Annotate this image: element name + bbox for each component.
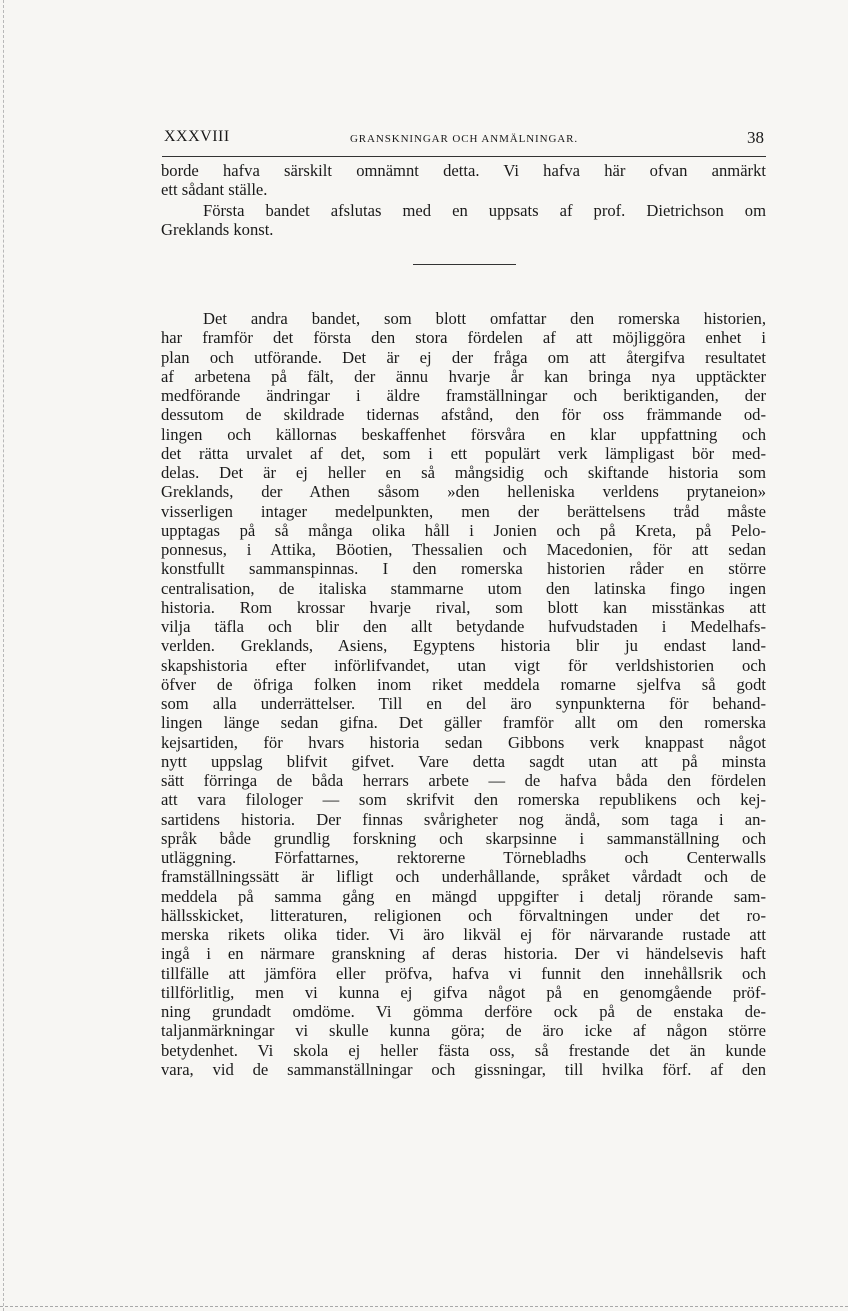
text-line: sartidens historia. Der finnas svårigheter nog ändå, som taga i an- <box>161 809 766 829</box>
text-line: historia. Rom krossar hvarje rival, som blott kan misstänkas att <box>161 597 766 617</box>
text-line: det rätta urvalet af det, som i ett populärt verk lämpligast bör med- <box>161 443 766 463</box>
text-line: borde hafva särskilt omnämnt detta. Vi hafva här ofvan anmärkt <box>161 161 766 180</box>
text-line: visserligen intager medelpunkten, men der berättelsens tråd måste <box>161 501 766 521</box>
text-line: merska rikets olika tider. Vi äro likväl ej för närvarande rustade att <box>161 925 766 944</box>
page-number: 38 <box>747 128 764 147</box>
text-line: kejsartiden, för hvars historia sedan Gibbons verk knappast något <box>161 732 766 752</box>
page-edge-left <box>3 0 4 1311</box>
text-line: plan och utförande. Det är ej der fråga om att återgifva resultatet <box>161 347 766 367</box>
text-line: skapshistoria efter införlifvandet, utan vigt för verldshistorien och <box>161 655 766 675</box>
paragraph-2 <box>161 201 766 240</box>
text-line: utläggning. Författarnes, rektorerne Törnebladhs och Centerwalls <box>161 848 766 867</box>
text-line: öfver de öfriga folken inom riket meddela romarne sjelfva så godt <box>161 674 766 694</box>
text-line: Det andra bandet, som blott omfattar den romerska historien, <box>203 309 766 328</box>
text-line: delas. Det är ej heller en så mångsidig och skiftande historia som <box>161 463 766 482</box>
text-line: ett sådant ställe. <box>161 180 268 200</box>
header-title: GRANSKNINGAR OCH ANMÄLNINGAR. <box>349 133 579 145</box>
text-line: meddela på samma gång en mängd uppgifter i detalj rörande sam- <box>161 886 766 906</box>
text-line: att vara filologer — som skrifvit den romerska republikens och kej- <box>161 790 766 810</box>
text-line: framställningssätt är lifligt och underhållande, språket vårdadt och de <box>161 867 766 887</box>
text-line: tillfälle att jämföra eller pröfva, hafva vi funnit den innehållsrik och <box>161 963 766 983</box>
text-line: af arbetena på fält, der ännu hvarje år kan bringa nya upptäckter <box>161 366 766 386</box>
text-line: hällsskicket, litteraturen, religionen och förvaltningen under det ro- <box>161 905 766 925</box>
text-line: lingen och källornas beskaffenhet försvåra en klar uppfattning och <box>161 424 766 444</box>
text-line: nytt uppslag blifvit gifvet. Vare detta sagdt utan att på minsta <box>161 751 766 771</box>
text-line: vilja täfla och blir den allt betydande hufvudstaden i Medelhafs- <box>161 617 766 636</box>
text-line: ingå i en närmare granskning af deras historia. Der vi händelsevis haft <box>161 944 766 964</box>
text-line: vara, vid de sammanställningar och gissningar, till hvilka förf. af den <box>161 1059 766 1079</box>
header-section-number: XXXVIII <box>164 128 230 145</box>
text-line: medförande ändringar i äldre framställningar och beriktiganden, der <box>161 386 766 405</box>
text-line: ning grundadt omdöme. Vi gömma derföre ock på de enstaka de- <box>161 1002 766 1021</box>
text-line: dessutom de skildrade tidernas afstånd, den för oss främmande od- <box>161 405 766 425</box>
text-line: sätt förringa de båda herrars arbete — de hafva båda den fördelen <box>161 771 766 790</box>
text-line: Första bandet afslutas med en uppsats af prof. Dietrichson om <box>203 201 766 220</box>
text-line: tillförlitlig, men vi kunna ej gifva något på en genomgående pröf- <box>161 982 766 1002</box>
text-line: Greklands konst. <box>161 220 274 240</box>
text-line: Greklands, der Athen såsom »den helleniska verldens prytaneion» <box>161 482 766 502</box>
paragraph-3 <box>161 309 766 1079</box>
running-header <box>162 122 766 157</box>
paragraph-1 <box>161 161 766 200</box>
text-line: lingen länge sedan gifna. Det gäller framför allt om den romerska <box>161 713 766 733</box>
text-line: språk både grundlig forskning och skarpsinne i sammanställning och <box>161 828 766 848</box>
text-line: verlden. Greklands, Asiens, Egyptens historia blir ju endast land- <box>161 636 766 656</box>
section-divider <box>413 264 516 265</box>
text-line: centralisation, de italiska stammarne utom den latinska fingo ingen <box>161 578 766 598</box>
page-edge-bottom <box>0 1306 848 1307</box>
text-line: konstfullt sammanspinnas. I den romerska historien råder en större <box>161 559 766 579</box>
text-line: upptagas på så många olika håll i Jonien och på Kreta, på Pelo- <box>161 520 766 540</box>
text-line: taljanmärkningar vi skulle kunna göra; de äro icke af någon större <box>161 1021 766 1041</box>
text-line: har framför det första den stora fördelen af att möjliggöra enhet i <box>161 328 766 348</box>
text-line: som alla underrättelser. Till en del äro synpunkterna för behand- <box>161 694 766 713</box>
text-line: betydenhet. Vi skola ej heller fästa oss, så frestande det än kunde <box>161 1040 766 1060</box>
text-line: ponnesus, i Attika, Böotien, Thessalien och Macedonien, för att sedan <box>161 540 766 559</box>
